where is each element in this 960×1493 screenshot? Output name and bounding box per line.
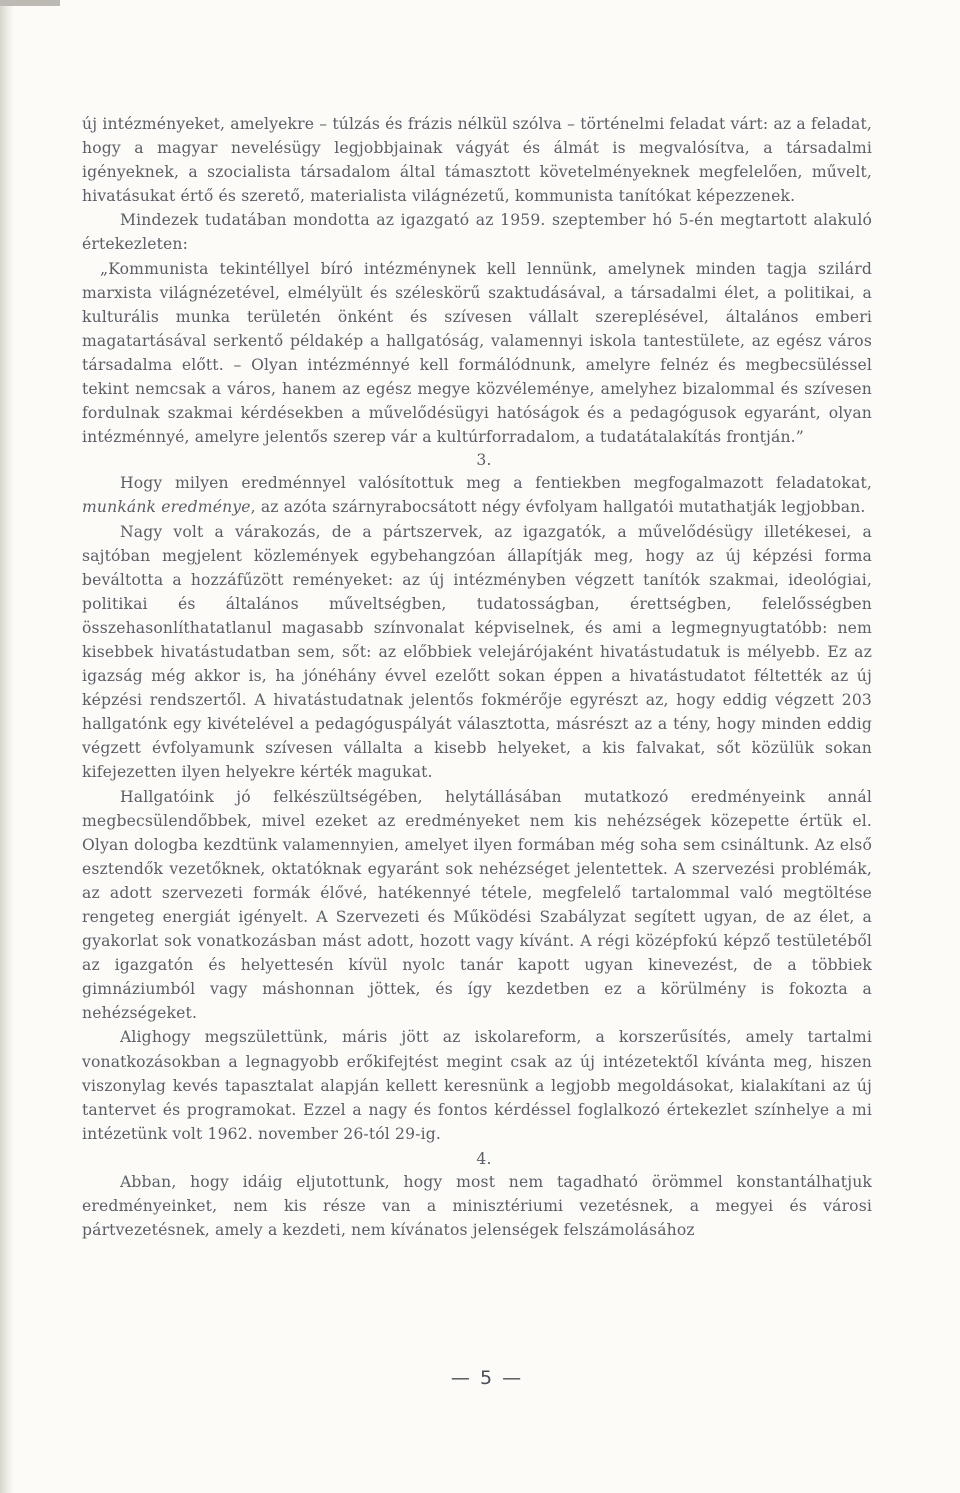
paragraph-section3-text-b: , az azóta szárnyrabocsátott négy évfolyam hallgatói mutathatják legjobban. [250,498,866,517]
paragraph-quote: „Kommunista tekintéllyel bíró intézménynek kell lennünk, amelynek minden tagja szilárd marxista világnézetével, elmélyült és széleskörű szaktudásával, a társadalmi élet, a politikai, a kulturális munka területén önként és szívesen vállalt szereplésével, általános emberi magatartásával serkentő példakép a hallgatóság, valamennyi iskola tantestülete, az egész város társadalma előtt. – Olyan intézménnyé kell formálódnunk, amelyre felnéz és megbecsüléssel tekint nemcsak a város, hanem az egész megye közvéleménye, amelyhez bizalommal és szívesen fordulnak szakmai kérdésekben a művelődésügyi hatóságok és a pedagógusok egyaránt, olyan intézménnyé, amelyre jelentős szerep vár a kultúrforradalom, a tudatátalakítás frontján.” [82,259,872,447]
binding-shadow [0,0,14,1493]
section-number-4: 4. [476,1149,492,1168]
paragraph-section3-opening [82,471,872,519]
paragraph-continuation: új intézményeket, amelyekre – túlzás és frázis nélkül szólva – történelmi feladat várt: az a feladat, hogy a magyar nevelésügy legjobbjainak vágyát és álmát is megvalósítva, a társadalmi igényeknek, a szocialista társadalom által támasztott követelményeknek megfelelően, művelt, hivatásukat értő és szerető, materialista világnézetű, kommunista tanítókat képezzenek. [82,115,872,206]
scan-edge-mark [0,0,60,6]
paragraph-section4: Abban, hogy idáig eljutottunk, hogy most nem tagadható örömmel konstantálhatjuk eredményeinket, nem kis része van a minisztériumi vezetésnek, a megyei és városi pártvezetésnek, amely a kezdeti, nem kívánatos jelenségek felszámolásához [82,1172,872,1240]
paragraph-section3-text-a: Hogy milyen eredménnyel valósítottuk meg a fentiekben megfogalmazott feladatokat, [120,474,872,493]
paragraph-intro-quote: Mindezek tudatában mondotta az igazgató az 1959. szeptember hó 5-én megtartott alakuló értekezleten: [82,211,872,254]
body-text [82,112,872,1242]
paragraph-section3-difficulties: Hallgatóink jó felkészültségében, helytállásában mutatkozó eredményeink annál megbecsülendőbbek, mivel ezeket az eredményeket nem kis nehézségek közepette értük el. Olyan dologba kezdtünk valamennyien, amelyet ilyen formában még soha sem csináltunk. Az első esztendők vezetőknek, oktatóknak egyaránt sok nehézséget jelentettek. A szervezési problémák, az adott szervezeti formák élővé, hatékennyé tétele, megfelelő tartalommal való megtöltése rengeteg energiát igényelt. A Szervezeti és Működési Szabályzat segített ugyan, de az élet, a gyakorlat sok vonatkozásban mást adott, hozott vagy kívánt. A régi középfokú képző testületéből az igazgatón és helyettesén kívül nyolc tanár kapott ugyan kinevezést, de a többiek gimnáziumból vagy máshonnan jöttek, és így kezdetben ez a körülmény is fokozta a nehézségeket. [82,787,872,1023]
paragraph-section3-reform: Alighogy megszülettünk, máris jött az iskolareform, a korszerűsítés, amely tartalmi vonatkozásokban a legnagyobb erőkifejtést megint csak az új intézetektől kívánta meg, hiszen viszonylag kevés tapasztalat alapján kellett keresnünk a legjobb megoldásokat, kialakítani az új tantervet és programokat. Ezzel a nagy és fontos kérdéssel foglalkozó értekezlet színhelye a mi intézetünk volt 1962. november 26-tól 29-ig. [82,1028,872,1143]
page-number [0,1367,960,1389]
emphasis-munkank-eredmenye: munkánk eredménye [82,498,251,517]
section-number-3: 3. [476,451,492,470]
page-number-text: — 5 — [450,1367,524,1389]
paragraph-section3-expectations: Nagy volt a várakozás, de a pártszervek, az igazgatók, a művelődésügy illetékesei, a sajtóban megjelent közlemények egybehangzóan állapítják meg, hogy az új képzési forma beváltotta a hozzáfűzött reményeket: az új intézményben végzett tanítók szakmai, ideológiai, politikai és általános műveltségben, tudatosságban, érettségben, felelősségben összehasonlíthatatlanul magasabb színvonalat képviselnek, és ami a legmegnyugtatóbb: nem kisebbek hivatástudatban sem, sőt: az előbbiek velejárójaként hivatástudatuk is mélyebb. Ez az igazság még akkor is, ha jónéhány évvel ezelőtt sokan éppen a hivatástudatot féltették az új képzési rendszertől. A hivatástudatnak jelentős fokmérője egyrészt az, hogy eddig végzett 203 hallgatónk egy kivételével a pedagóguspályát választotta, másrészt az a tény, hogy minden eddig végzett évfolyamunk szívesen vállalta a kisebb helyeket, a kis falvakat, sőt közülük sokan kifejezetten ilyen helyekre kérték magukat. [82,522,872,782]
